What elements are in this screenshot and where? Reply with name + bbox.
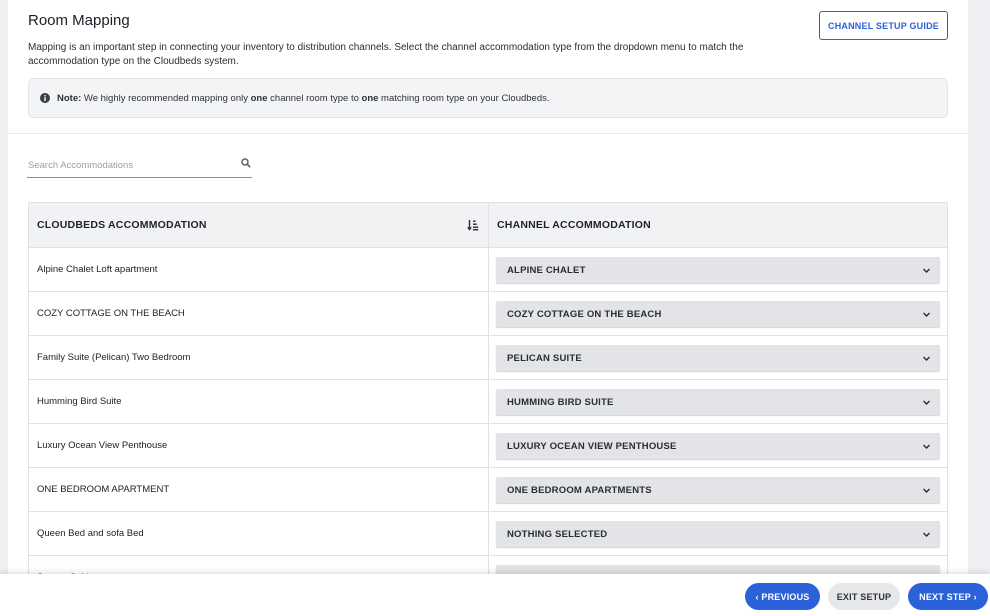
chevron-down-icon bbox=[922, 486, 931, 495]
search-icon[interactable] bbox=[241, 158, 251, 168]
channel-accommodation-cell bbox=[489, 380, 947, 423]
table-header bbox=[29, 203, 947, 248]
note-text bbox=[57, 93, 550, 104]
channel-accommodation-cell bbox=[489, 336, 947, 379]
chevron-down-icon bbox=[922, 530, 931, 539]
dropdown-value: ONE BEDROOM APARTMENTS bbox=[507, 484, 652, 496]
channel-accommodation-cell bbox=[489, 468, 947, 511]
note-label: Note: bbox=[57, 92, 82, 104]
previous-label: PREVIOUS bbox=[761, 591, 810, 602]
next-step-button[interactable] bbox=[908, 583, 988, 610]
cloudbeds-accommodation-cell: ONE BEDROOM APARTMENT bbox=[29, 468, 489, 511]
chevron-down-icon bbox=[922, 266, 931, 275]
note-text-part: channel room type to bbox=[267, 92, 362, 104]
chevron-down-icon bbox=[922, 442, 931, 451]
channel-accommodation-dropdown[interactable] bbox=[496, 521, 940, 547]
previous-button[interactable] bbox=[745, 583, 820, 610]
dropdown-value: LUXURY OCEAN VIEW PENTHOUSE bbox=[507, 440, 677, 452]
cloudbeds-accommodation-cell: Queen Bed and sofa Bed bbox=[29, 512, 489, 555]
dropdown-value: PELICAN SUITE bbox=[507, 352, 582, 364]
column-header-cloudbeds bbox=[29, 203, 489, 247]
note-text-part: matching room type on your Cloudbeds. bbox=[378, 92, 550, 104]
main-panel bbox=[8, 0, 968, 616]
note-text-part: We highly recommended mapping only bbox=[81, 92, 251, 104]
channel-accommodation-cell bbox=[489, 292, 947, 335]
chevron-left-icon: ‹ bbox=[755, 591, 762, 602]
sort-icon[interactable] bbox=[467, 219, 479, 231]
note-banner bbox=[28, 78, 948, 118]
channel-accommodation-dropdown[interactable] bbox=[496, 345, 940, 371]
chevron-right-icon: › bbox=[970, 591, 977, 602]
channel-accommodation-cell bbox=[489, 248, 947, 291]
table-row bbox=[29, 336, 947, 380]
search-box[interactable] bbox=[27, 155, 252, 178]
channel-accommodation-cell bbox=[489, 512, 947, 555]
table-row bbox=[29, 292, 947, 336]
column-header-label: CHANNEL ACCOMMODATION bbox=[497, 219, 651, 231]
cloudbeds-accommodation-cell: COZY COTTAGE ON THE BEACH bbox=[29, 292, 489, 335]
chevron-down-icon bbox=[922, 310, 931, 319]
cloudbeds-accommodation-cell: Alpine Chalet Loft apartment bbox=[29, 248, 489, 291]
table-row bbox=[29, 512, 947, 556]
next-label: NEXT STEP bbox=[919, 591, 971, 602]
channel-accommodation-dropdown[interactable] bbox=[496, 257, 940, 283]
page-title: Room Mapping bbox=[28, 12, 130, 29]
channel-accommodation-dropdown[interactable] bbox=[496, 433, 940, 459]
exit-setup-button[interactable] bbox=[828, 583, 900, 610]
divider bbox=[8, 133, 968, 134]
search-input[interactable] bbox=[27, 160, 228, 171]
table-row bbox=[29, 248, 947, 292]
channel-setup-guide-button[interactable]: CHANNEL SETUP GUIDE bbox=[819, 11, 948, 40]
table-row bbox=[29, 380, 947, 424]
dropdown-value: ALPINE CHALET bbox=[507, 264, 586, 276]
cloudbeds-accommodation-cell: Humming Bird Suite bbox=[29, 380, 489, 423]
dropdown-value: COZY COTTAGE ON THE BEACH bbox=[507, 308, 662, 320]
page-description: Mapping is an important step in connecting your inventory to distribution channels. Select the channel accommodation type from the dropdown menu to match the accommodation type on the Cloudbeds system. bbox=[28, 42, 744, 67]
chevron-down-icon bbox=[922, 354, 931, 363]
chevron-down-icon bbox=[922, 398, 931, 407]
column-header-channel bbox=[489, 203, 947, 247]
channel-accommodation-dropdown[interactable] bbox=[496, 389, 940, 415]
exit-label: EXIT SETUP bbox=[836, 591, 892, 602]
dropdown-value: NOTHING SELECTED bbox=[507, 528, 608, 540]
info-icon bbox=[40, 93, 50, 103]
mapping-table bbox=[28, 202, 948, 600]
channel-accommodation-cell bbox=[489, 424, 947, 467]
footer-bar bbox=[0, 574, 990, 616]
dropdown-value: HUMMING BIRD SUITE bbox=[507, 396, 614, 408]
note-bold: one bbox=[361, 92, 379, 104]
cloudbeds-accommodation-cell: Luxury Ocean View Penthouse bbox=[29, 424, 489, 467]
table-row bbox=[29, 468, 947, 512]
cloudbeds-accommodation-cell: Family Suite (Pelican) Two Bedroom bbox=[29, 336, 489, 379]
channel-accommodation-dropdown[interactable] bbox=[496, 301, 940, 327]
table-row bbox=[29, 424, 947, 468]
note-bold: one bbox=[250, 92, 268, 104]
column-header-label: CLOUDBEDS ACCOMMODATION bbox=[37, 219, 207, 231]
channel-accommodation-dropdown[interactable] bbox=[496, 477, 940, 503]
